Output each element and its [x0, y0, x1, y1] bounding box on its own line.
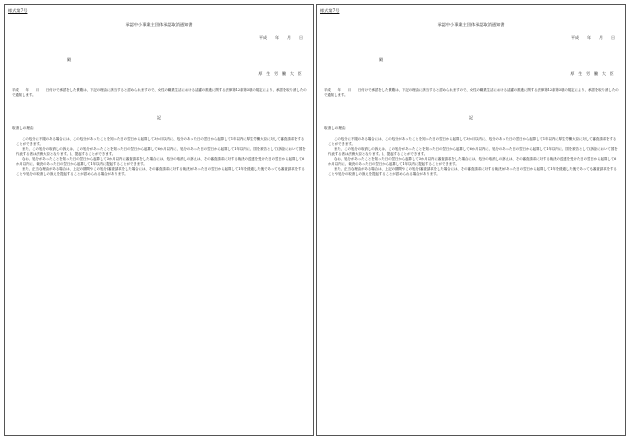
instruction-paragraph: また、正当な理由がある場合は、上記の期間やこの処分(審査請求をした場合には、その審査請求に対する裁決)があった日の翌日から起算して1年を経過した後であっても審査請求をすることや処分の取消しの訴えを提起することが認められる場合があります。 [16, 167, 305, 176]
date-line: 平成 年 月 日 [571, 35, 615, 40]
sender: 厚 生 労 働 大 臣 [570, 71, 615, 76]
document-title: 承認中小事業主団体承認取消通知書 [125, 22, 193, 27]
document-page-left [4, 4, 314, 436]
instruction-paragraph: なお、処分があったことを知った日の翌日から起算して3か月以内に審査請求をした場合には、処分の取消しの訴えは、その審査請求に対する裁決の送達を受けた日の翌日から起算して6か月以内に、裁決のあった日の翌日から起算して1年以内に提起することができます。 [328, 157, 617, 166]
addressee: 殿 [379, 57, 384, 62]
instruction-paragraph: この処分に不服のある場合には、この処分があったことを知った日の翌日から起算して3か月以内に、処分のあった日の翌日から起算して1年以内に厚生労働大臣に対して審査請求をすることができます。 [16, 137, 305, 146]
instruction-paragraph: また、この処分の取消しの訴えは、この処分があったことを知った日の翌日から起算して6か月以内に、処分のあった日の翌日から起算して1年以内に、国を被告として(訴訟において国を代表する者は法務大臣となります。)、提起することができます。 [16, 147, 306, 156]
notice-body: 平成 年 月 日付けで承認をした貴殿は、下記の理由に該当すると認められますので、女性の職業生活における活躍の推進に関する法律第12条第3項の規定により、承認を取り消したので通知します。 [324, 88, 619, 97]
form-number: 様式第7号 [320, 8, 340, 13]
instruction-paragraph: また、正当な理由がある場合は、上記の期間やこの処分(審査請求をした場合には、その審査請求に対する裁決)があった日の翌日から起算して1年を経過した後であっても審査請求をすることや処分の取消しの訴えを提起することが認められる場合があります。 [328, 167, 617, 176]
instruction-paragraph: この処分に不服のある場合には、この処分があったことを知った日の翌日から起算して3か月以内に、処分のあった日の翌日から起算して1年以内に厚生労働大臣に対して審査請求をすることができます。 [328, 137, 617, 146]
appeal-instructions [324, 137, 619, 177]
reason-heading: 取消しの理由 [12, 126, 34, 130]
form-number: 様式第7号 [8, 8, 28, 13]
instruction-paragraph: また、この処分の取消しの訴えは、この処分があったことを知った日の翌日から起算して6か月以内に、処分のあった日の翌日から起算して1年以内に、国を被告として(訴訟において国を代表する者は法務大臣となります。)、提起することができます。 [328, 147, 618, 156]
ki-heading: 記 [156, 115, 162, 120]
date-line: 平成 年 月 日 [259, 35, 303, 40]
ki-heading: 記 [468, 115, 474, 120]
notice-body: 平成 年 月 日付けで承認をした貴殿は、下記の理由に該当すると認められますので、女性の職業生活における活躍の推進に関する法律第12条第3項の規定により、承認を取り消したので通知します。 [12, 88, 307, 97]
instruction-paragraph: なお、処分があったことを知った日の翌日から起算して3か月以内に審査請求をした場合には、処分の取消しの訴えは、その審査請求に対する裁決の送達を受けた日の翌日から起算して6か月以内に、裁決のあった日の翌日から起算して1年以内に提起することができます。 [16, 157, 305, 166]
sender: 厚 生 労 働 大 臣 [258, 71, 303, 76]
reason-heading: 取消しの理由 [324, 126, 346, 130]
document-page-right [316, 4, 626, 436]
appeal-instructions [12, 137, 307, 177]
document-title: 承認中小事業主団体承認取消通知書 [437, 22, 505, 27]
addressee: 殿 [67, 57, 72, 62]
